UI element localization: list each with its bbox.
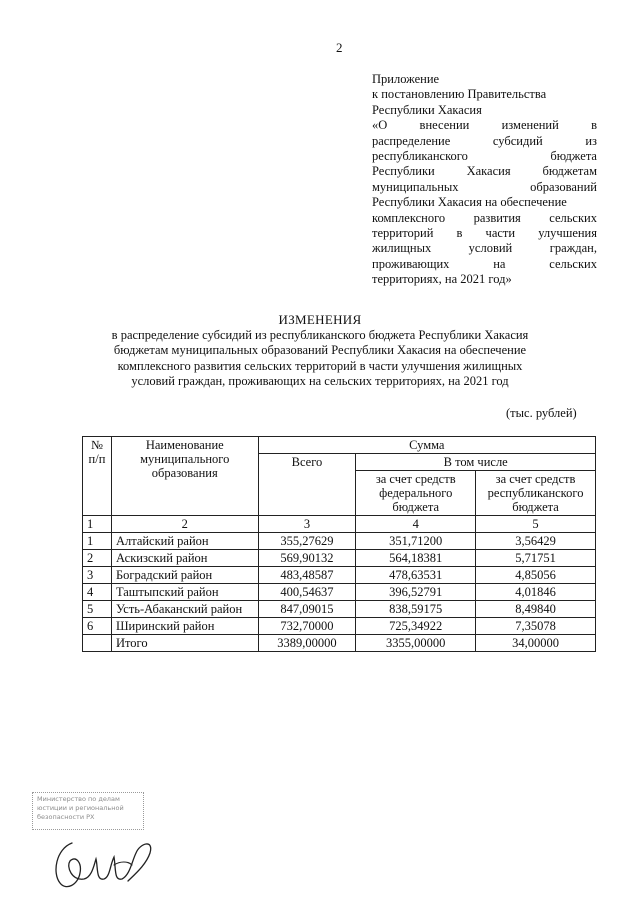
row-name: Боградский район	[111, 567, 258, 584]
signature-stroke	[114, 862, 132, 865]
appendix-line: комплексного развития сельских	[372, 210, 597, 225]
total-empty-cell	[83, 635, 112, 652]
row-total: 483,48587	[258, 567, 356, 584]
appendix-line: Республики Хакасия на обеспечение	[372, 195, 567, 210]
appendix-line: территорий в части улучшения	[372, 226, 597, 241]
total-republic: 34,00000	[476, 635, 596, 652]
row-number: 6	[83, 618, 112, 635]
appendix-line: проживающих на сельских	[372, 256, 597, 271]
table-row	[83, 533, 596, 550]
row-federal: 725,34922	[356, 618, 476, 635]
registration-stamp	[32, 792, 144, 830]
header-including: В том числе	[356, 454, 596, 471]
row-federal: 478,63531	[356, 567, 476, 584]
appendix-line: распределение субсидий из	[372, 133, 597, 148]
appendix-line: Республики Хакасия	[372, 102, 482, 117]
row-total: 355,27629	[258, 533, 356, 550]
appendix-line: Приложение	[372, 72, 440, 86]
row-federal: 564,18381	[356, 550, 476, 567]
document-title: ИЗМЕНЕНИЯ	[278, 312, 362, 327]
row-total: 400,54637	[258, 584, 356, 601]
row-name: Ширинский район	[111, 618, 258, 635]
header-row	[83, 437, 596, 454]
row-republic: 8,49840	[476, 601, 596, 618]
appendix-line: к постановлению Правительства	[372, 87, 547, 102]
row-republic: 7,35078	[476, 618, 596, 635]
row-federal: 351,71200	[356, 533, 476, 550]
row-total: 569,90132	[258, 550, 356, 567]
row-number: 5	[83, 601, 112, 618]
appendix-line: «О внесении изменений в	[372, 118, 597, 133]
table-row	[83, 601, 596, 618]
signature	[50, 835, 160, 893]
row-total: 847,09015	[258, 601, 356, 618]
column-number: 1	[83, 516, 112, 533]
row-republic: 4,01846	[476, 584, 596, 601]
appendix-heading	[372, 72, 597, 288]
subtitle-line: бюджетам муниципальных образований Республики Хакасия на обеспечение	[113, 343, 527, 358]
column-number: 4	[356, 516, 476, 533]
total-federal: 3355,00000	[356, 635, 476, 652]
column-number: 3	[258, 516, 356, 533]
units-label: (тыс. рублей)	[506, 406, 577, 420]
appendix-line: Республики Хакасия бюджетам	[372, 164, 597, 179]
header-number: № п/п	[83, 437, 112, 516]
page-number: 2	[336, 40, 343, 55]
total-sum: 3389,00000	[258, 635, 356, 652]
row-federal: 838,59175	[356, 601, 476, 618]
subtitle-line: в распределение субсидий из республиканского бюджета Республики Хакасия	[111, 328, 529, 342]
header-federal: за счет средств федерального бюджета	[356, 471, 476, 516]
row-name: Алтайский район	[111, 533, 258, 550]
row-number: 4	[83, 584, 112, 601]
appendix-line: муниципальных образований	[372, 179, 597, 194]
column-number: 2	[111, 516, 258, 533]
row-republic: 4,85056	[476, 567, 596, 584]
signature-stroke	[56, 843, 151, 887]
appendix-line: республиканского бюджета	[372, 149, 597, 164]
subtitle-line: условий граждан, проживающих на сельских территориях, на 2021 год	[131, 374, 509, 389]
total-label: Итого	[111, 635, 258, 652]
table-row	[83, 584, 596, 601]
table-row	[83, 550, 596, 567]
row-number: 3	[83, 567, 112, 584]
row-number: 2	[83, 550, 112, 567]
row-total: 732,70000	[258, 618, 356, 635]
header-republic: за счет средств республиканского бюджета	[476, 471, 596, 516]
subtitle-line: комплексного развития сельских территорий в части улучшения жилищных	[117, 358, 523, 373]
header-sum: Сумма	[258, 437, 595, 454]
total-row	[83, 635, 596, 652]
header-name: Наименование муниципального образования	[111, 437, 258, 516]
column-number: 5	[476, 516, 596, 533]
stamp-line: безопасности РХ	[37, 813, 95, 821]
row-republic: 5,71751	[476, 550, 596, 567]
appendix-line: территориях, на 2021 год»	[372, 272, 512, 287]
row-name: Аскизский район	[111, 550, 258, 567]
column-numbers-row	[83, 516, 596, 533]
row-name: Таштыпский район	[111, 584, 258, 601]
table-row	[83, 618, 596, 635]
document-subtitle	[95, 328, 545, 390]
table-row	[83, 567, 596, 584]
appendix-line: жилищных условий граждан,	[372, 241, 597, 256]
row-republic: 3,56429	[476, 533, 596, 550]
stamp-line: юстиции и региональной	[37, 804, 124, 812]
row-federal: 396,52791	[356, 584, 476, 601]
stamp-line: Министерство по делам	[37, 795, 120, 803]
subsidy-table	[82, 436, 596, 652]
row-number: 1	[83, 533, 112, 550]
header-total: Всего	[258, 454, 356, 516]
row-name: Усть-Абаканский район	[111, 601, 258, 618]
